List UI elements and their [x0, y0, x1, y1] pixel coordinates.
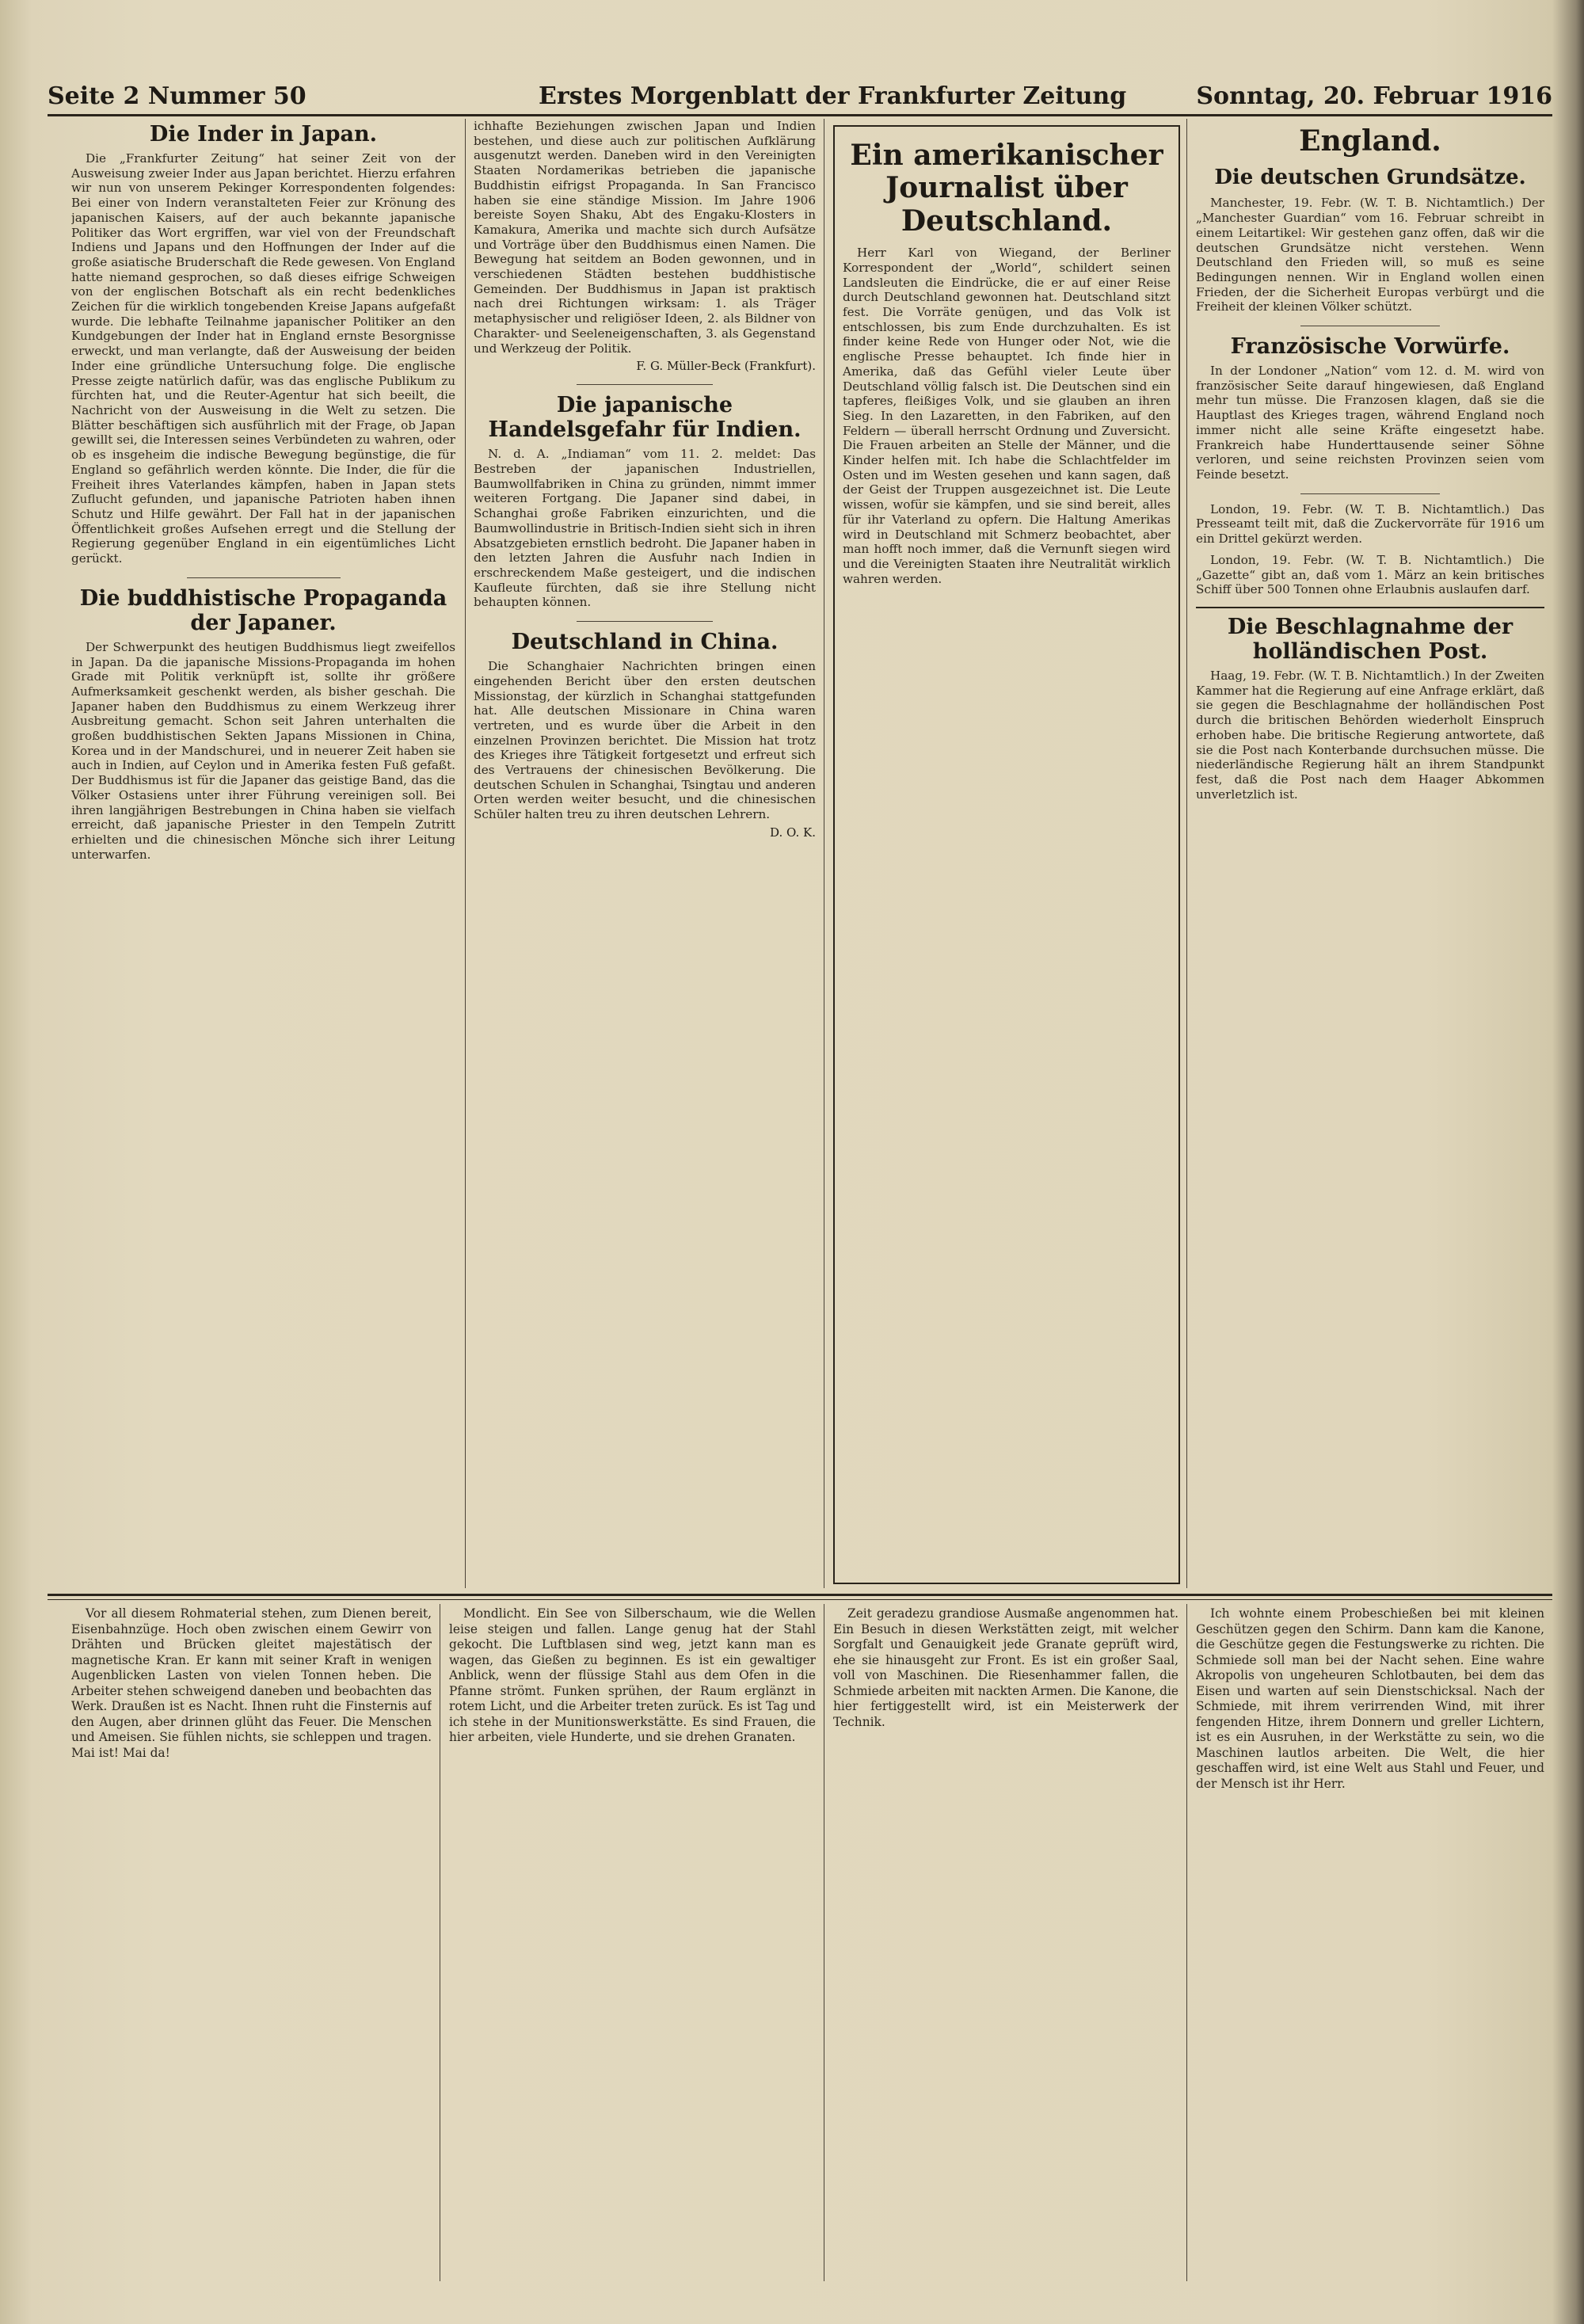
feuilleton-column-4: Ich wohnte einem Probeschießen bei mit kleinen Geschützen gegen den Schirm. Dann kam die Kanone, die Geschütze gegen die Festungswerke zu richten. Die Schmiede soll man bei der Nacht sehen. Eine wahre Akropolis von ungeheuren Schlotbauten, bei dem das Eisen und warten auf sein Dienstschicksal. Nach der Schmiede, mit ihrem verirrenden Wind, mit ihrer fengenden Hitze, ihrem Donnern und greller Lichtern, ist es ein Ausruhen, in der Werkstätte zu sein, wo die Maschinen lautlos arbeiten. Die Welt, die hier geschaffen wird, ist eine Welt aus Stahl und Feuer, und der Mensch ist ihr Herr.	[1196, 1606, 1544, 1791]
column-3-boxed-article	[833, 125, 1180, 1584]
headline-england: England.	[1299, 124, 1441, 158]
feuilleton-column-1: Vor all diesem Rohmaterial stehen, zum Dienen bereit, Eisenbahnzüge. Hoch oben zwischen einem Gewirr von Drähten und Brücken gleitet majestätisch der magnetische Kran. Er kann mit seiner Kraft in wenigen Augenblicken Lasten von vielen Tonnen heben. Die Arbeiter stehen schweigend daneben und beobachten das Werk. Draußen ist es Nacht. Ihnen ruht die Finsternis auf den Augen, aber drinnen glüht das Feuer. Die Menschen und Ameisen. Sie fühlen nichts, sie schleppen und tragen. Mai ist! Mai da!	[71, 1606, 432, 1760]
feuilleton-column-2: Mondlicht. Ein See von Silberschaum, wie die Wellen leise steigen und fallen. Lange genug hat der Stahl gekocht. Die Luftblasen sind weg, jetzt kann man es wagen, das Gießen zu beginnen. Es ist ein gewaltiger Anblick, wenn der flüssige Stahl aus dem Ofen in die Pfanne strömt. Funken sprühen, der Raum erglänzt in rotem Licht, und die Arbeiter treten zurück. Es ist Tag und ich stehe in der Munitionswerkstätte. Es sind Frauen, die hier arbeiten, viele Hunderte, und sie drehen Granaten.	[449, 1606, 816, 1744]
newspaper-title: Erstes Morgenblatt der Frankfurter Zeitung	[539, 82, 1127, 110]
column-2	[474, 119, 816, 1588]
headline-handelsgefahr: Die japanische Handelsgefahr für Indien.	[488, 393, 802, 443]
article-text-franzoesische-vorwuerfe: In der Londoner „Nation“ vom 12. d. M. wird von französischer Seite darauf hingewiesen, daß England mehr tun müsse. Die Franzosen klagen, daß sie die Hauptlast des Krieges tragen, während England noch immer nicht alle seine Kräfte eingesetzt habe. Frankreich habe Hunderttausende seiner Söhne verloren, und seine reichsten Provinzen seien vom Feinde besetzt.	[1196, 364, 1544, 482]
feuilleton-column-3: Zeit geradezu grandiose Ausmaße angenommen hat. Ein Besuch in diesen Werkstätten zeigt, mit welcher Sorgfalt und Genauigkeit jede Granate geprüft wird, ehe sie hinausgeht zur Front. Es ist ein großer Saal, voll von Maschinen. Die Riesenhammer fallen, die Schmiede arbeiten mit nackten Armen. Die Kanone, die hier fertiggestellt wird, ist ein Meisterwerk der Technik.	[833, 1606, 1178, 1729]
subheadline-deutsche-grundsaetze: Die deutschen Grundsätze.	[1214, 166, 1526, 190]
feuilleton-divider	[48, 1594, 1552, 1596]
article-text-england: Manchester, 19. Febr. (W. T. B. Nichtamtlich.) Der „Manchester Guardian“ vom 16. Februar schreibt in einem Leitartikel: Wir gestehen ganz offen, daß wir die deutschen Grundsätze nicht verstehen. Wenn Deutschland den Frieden will, so muß es seine Bedingungen nennen. Wir in England wollen einen Frieden, der die Sicherheit Europas verbürgt und die Freiheit der kleinen Völker schützt.	[1196, 196, 1544, 314]
issue-date: Sonntag, 20. Februar 1916	[1196, 82, 1552, 110]
article-text-deutschland-in-china: Die Schanghaier Nachrichten bringen einen eingehenden Bericht über den ersten deutschen Missionstag, der kürzlich in Schanghai stattgefunden hat. Alle deutschen Missionare in China waren vertreten, und es wurde über die Arbeit in den einzelnen Provinzen berichtet. Die Mission hat trotz des Krieges ihre Tätigkeit fortgesetzt und erfreut sich des Vertrauens der chinesischen Bevölkerung. Die deutschen Schulen in Schanghai, Tsingtau und anderen Orten werden weiter besucht, und die chinesischen Schüler halten treu zu ihren deutschen Lehrern.	[474, 659, 816, 822]
headline-holländische-post: Die Beschlagnahme der holländischen Post.	[1227, 614, 1514, 664]
headline-buddhistische-propaganda: Die buddhistische Propaganda der Japaner.	[79, 585, 447, 635]
headline-franzoesische-vorwuerfe: Französische Vorwürfe.	[1230, 334, 1510, 360]
news-item-schiffe: London, 19. Febr. (W. T. B. Nichtamtlich.) Die „Gazette“ gibt an, daß vom 1. März an kein britisches Schiff über 500 Tonnen ohne Erlaubnis auslaufen darf.	[1196, 552, 1544, 597]
article-text-inder-in-japan: Die „Frankfurter Zeitung“ hat seiner Zeit von der Ausweisung zweier Inder aus Japan berichtet. Hierzu erfahren wir nun von unserem Pekinger Korrespondenten folgendes: Bei einer von Indern veranstalteten Feier zur Krönung des japanischen Kaisers, auf der auch bekannte japanische Politiker das Wort ergriffen, war viel von der Freundschaft Indiens und Japans und den Hoffnungen der Inder auf die große asiatische Bruderschaft die Rede gewesen. Von England hatte niemand gesprochen, so daß dieses eifrige Schweigen von der englischen Botschaft als ein recht bedenkliches Zeichen für die wirklich tongebenden Kreise Japans aufgefaßt wurde. Die lebhafte Teilnahme japanischer Politiker an den Kundgebungen der Inder hat in England ernste Besorgnisse erweckt, und man verlangte, daß der Ausweisung der beiden Inder eine gründliche Untersuchung folge. Die englische Presse zeigte natürlich dafür, was das englische Publikum zu fürchten hat, und die Reuter-Agentur hat sich beeilt, die Nachricht von der Ausweisung in die Welt zu setzen. Die Blätter beschäftigen sich ausführlich mit der Frage, ob Japan gewillt sei, die Interessen seines Verbündeten zu wahren, oder ob es insgeheim die indische Bewegung begünstige, die für England so gefährlich werden könnte. Die Inder, die für die Freiheit ihres Vaterlandes kämpfen, haben in Japan stets Zuflucht gefunden, und japanische Patrioten haben ihnen Schutz und Hilfe gewährt. Der Fall hat in der japanischen Öffentlichkeit großes Aufsehen erregt und die Stellung der Regierung gegenüber England in ein eigentümliches Licht gerückt.	[71, 151, 455, 566]
byline: F. G. Müller-Beck (Frankfurt).	[636, 359, 816, 374]
column-1	[71, 119, 455, 1588]
news-item-zucker: London, 19. Febr. (W. T. B. Nichtamtlich.) Das Presseamt teilt mit, daß die Zuckervorräte für 1916 um ein Drittel gekürzt werden.	[1196, 501, 1544, 547]
article-text-amerikanischer-journalist: Herr Karl von Wiegand, der Berliner Korrespondent der „World“, schildert seinen Landsleuten die Eindrücke, die er auf einer Reise durch Deutschland gewonnen hat. Deutschland sitzt fest. Die Vorräte genügen, und das Volk ist entschlossen, bis zum Ende durchzuhalten. Es ist finder keine Rede von Hunger oder Not, wie die englische Presse behauptet. Ich finde hier in Amerika, daß das Gefühl vieler Leute über Deutschland völlig falsch ist. Die Deutschen sind ein tapferes, fleißiges Volk, und sie glauben an ihren Sieg. In den Lazaretten, in den Fabriken, auf den Feldern — überall herrscht Ordnung und Zuversicht. Die Frauen arbeiten an Stelle der Männer, und die Kinder helfen mit. Ich habe die Schlachtfelder im Osten und im Westen gesehen und kann sagen, daß der Geist der Truppen ausgezeichnet ist. Die Leute wissen, wofür sie kämpfen, und sie sind bereit, alles für ihr Vaterland zu opfern. Die Haltung Amerikas wird in Deutschland mit Schmerz beobachtet, aber man hofft noch immer, daß die Vernunft siegen wird und die Vereinigten Staaten ihre Neutralität wirklich wahren werden.	[843, 246, 1171, 586]
headline-amerikanischer-journalist: Ein amerikanischer Journalist über Deutschland.	[850, 139, 1163, 238]
article-text-continued: ichhafte Beziehungen zwischen Japan und Indien bestehen, und diese auch zur politischen Aufklärung ausgenutzt werden. Daneben wird in den Vereinigten Staaten Nordamerikas betrieben die japanische Buddhistin eifrigst Propaganda. In San Francisco haben sie eine ständige Mission. Im Jahre 1906 bereiste Soyen Shaku, Abt des Engaku-Klosters in Kamakura, Amerika und machte sich durch Aufsätze und Vorträge über den Buddhismus einen Namen. Die Bewegung hat seitdem an Boden gewonnen, und in verschiedenen Städten bestehen buddhistische Gemeinden. Der Buddhismus in Japan ist praktisch nach drei Richtungen wirksam: 1. als Träger metaphysischer und religiöser Ideen, 2. als Bildner von Charakter- und Seeleneigenschaften, 3. als Gegenstand und Werkzeug der Politik.	[474, 119, 816, 356]
article-text-holländische-post: Haag, 19. Febr. (W. T. B. Nichtamtlich.) In der Zweiten Kammer hat die Regierung auf eine Anfrage erklärt, daß sie gegen die Beschlagnahme der holländischen Post durch die britischen Behörden wiederholt Einspruch erhoben habe. Die britische Regierung antwortete, daß sie die Post nach Konterbande durchsuchen müsse. Die niederländische Regierung hält an ihrem Standpunkt fest, daß die Post nach dem Haager Abkommen unverletzlich ist.	[1196, 669, 1544, 802]
masthead	[48, 79, 1552, 116]
column-4	[1196, 119, 1544, 1588]
article-text-handelsgefahr: N. d. A. „Indiaman“ vom 11. 2. meldet: Das Bestreben der japanischen Industriellen, Baumwollfabriken in China zu gründen, nimmt immer weiteren Fortgang. Die Japaner sind dabei, in Schanghai große Fabriken einzurichten, und die Baumwollindustrie in Britisch-Indien sieht sich in ihren Absatzgebieten ernstlich bedroht. Die Japaner haben in den letzten Jahren die Ausfuhr nach Indien in erschreckendem Maße gesteigert, und die indischen Kaufleute fürchten, daß sie ihre Stellung nicht behaupten können.	[474, 447, 816, 610]
article-text-buddhistische-propaganda: Der Schwerpunkt des heutigen Buddhismus liegt zweifellos in Japan. Da die japanische Missions-Propaganda im hohen Grade mit Politik verknüpft ist, sollte ihr größere Aufmerksamkeit geschenkt werden, als bisher geschah. Die Japaner haben den Buddhismus zu einem Werkzeug ihrer Ausbreitung gemacht. Schon seit Jahren unterhalten die großen buddhistischen Sekten Japans Missionen in China, Korea und in der Mandschurei, und in neuerer Zeit haben sie auch in Indien, auf Ceylon und in Amerika festen Fuß gefaßt. Der Buddhismus ist für die Japaner das geistige Band, das die Völker Ostasiens unter ihrer Führung vereinigen soll. Bei ihren langjährigen Bestrebungen in China haben sie vielfach erreicht, daß japanische Priester in den Tempeln Zutritt erhielten und die chinesischen Mönche sich ihrer Leitung unterwarfen.	[71, 639, 455, 862]
headline-deutschland-in-china: Deutschland in China.	[511, 630, 779, 655]
headline-inder-in-japan: Die Inder in Japan.	[149, 122, 378, 147]
byline-dok: D. O. K.	[770, 825, 816, 840]
page-number: Seite 2 Nummer 50	[48, 82, 307, 110]
